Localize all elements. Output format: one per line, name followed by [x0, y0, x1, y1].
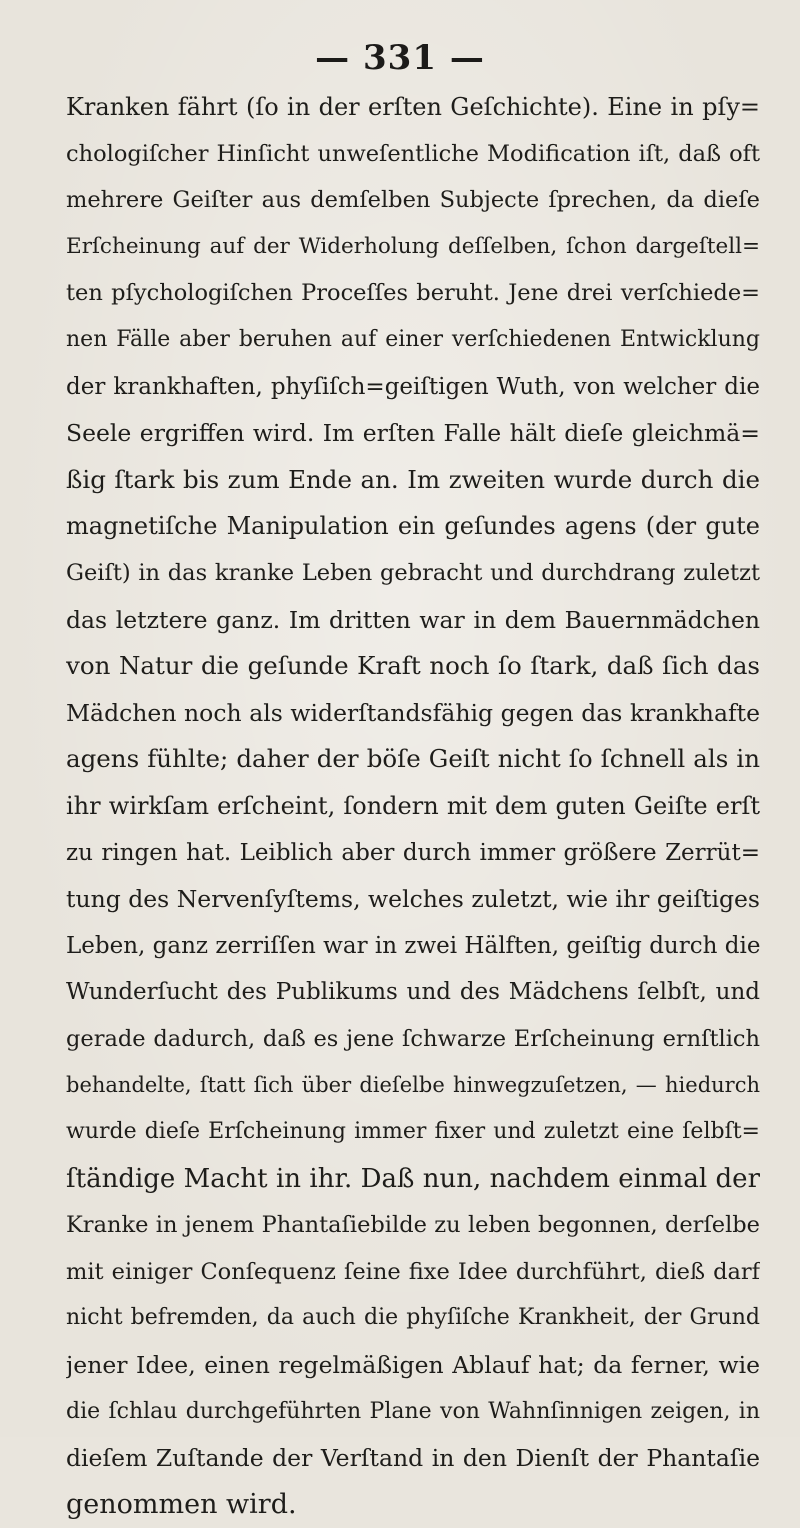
- text-line: Seele ergriffen wird. Im erſten Falle hält dieſe gleichmä=: [66, 419, 760, 448]
- text-line: Leben, ganz zerriſſen war in zwei Hälften, geiſtig durch die: [66, 932, 760, 959]
- text-line: ſtändige Macht in ihr. Daß nun, nachdem einmal der: [66, 1163, 760, 1194]
- text-line: agens fühlte; daher der böſe Geiſt nicht ſo ſchnell als in: [66, 744, 760, 774]
- text-line: mehrere Geiſter aus demſelben Subjecte ſprechen, da dieſe: [66, 187, 760, 214]
- text-line: nicht befremden, da auch die phyſiſche Krankheit, der Grund: [66, 1305, 760, 1331]
- text-line: der krankhaften, phyſiſch=geiſtigen Wuth, von welcher die: [66, 373, 760, 400]
- text-line: die ſchlau durchgeführten Plane von Wahnſinnigen zeigen, in: [66, 1398, 760, 1424]
- text-line: gerade dadurch, daß es jene ſchwarze Erſcheinung ernſtlich: [66, 1025, 760, 1052]
- text-line: ihr wirkſam erſcheint, ſondern mit dem guten Geiſte erſt: [66, 791, 760, 820]
- text-line: ßig ſtark bis zum Ende an. Im zweiten wurde durch die: [66, 464, 760, 494]
- text-line: behandelte, ſtatt ſich über dieſelbe hinwegzuſetzen, — hiedurch: [66, 1073, 760, 1098]
- text-line: genommen wird.: [66, 1488, 297, 1520]
- text-line: ten pſychologiſchen Proceſſes beruht. Jene drei verſchiede=: [66, 280, 760, 307]
- text-line: dieſem Zuſtande der Verſtand in den Dienſt der Phantaſie: [66, 1444, 760, 1473]
- text-line: Geiſt) in das kranke Leben gebracht und durchdrang zuletzt: [66, 559, 760, 586]
- page-number: — 331 —: [315, 38, 485, 78]
- text-line: zu ringen hat. Leiblich aber durch immer größere Zerrüt=: [66, 839, 760, 866]
- text-line: mit einiger Conſequenz ſeine fixe Idee durchführt, dieß darf: [66, 1258, 760, 1285]
- text-line: Erſcheinung auf der Widerholung deſſelben, ſchon dargeſtell=: [66, 233, 760, 259]
- text-line: jener Idee, einen regelmäßigen Ablauf hat; da ferner, wie: [66, 1351, 760, 1380]
- text-line: wurde dieſe Erſcheinung immer fixer und zuletzt eine ſelbſt=: [66, 1119, 760, 1145]
- text-line: Wunderſucht des Publikums und des Mädchens ſelbſt, und: [66, 979, 760, 1006]
- text-line: magnetiſche Manipulation ein geſundes agens (der gute: [66, 512, 760, 541]
- text-line: Kranke in jenem Phantaſiebilde zu leben begonnen, derſelbe: [66, 1212, 760, 1239]
- text-line: von Natur die geſunde Kraft noch ſo ſtark, daß ſich das: [66, 651, 760, 681]
- text-line: Mädchen noch als widerſtandsfähig gegen das krankhafte: [66, 698, 760, 727]
- text-line: tung des Nervenſyſtems, welches zuletzt, wie ihr geiſtiges: [66, 885, 760, 914]
- text-line: das letztere ganz. Im dritten war in dem Bauernmädchen: [66, 605, 760, 634]
- text-line: chologiſcher Hinſicht unweſentliche Modification iſt, daß oft: [66, 140, 760, 167]
- text-line: nen Fälle aber beruhen auf einer verſchiedenen Entwicklung: [66, 326, 760, 352]
- text-line: Kranken fährt (ſo in der erſten Geſchichte). Eine in pſy=: [66, 93, 760, 121]
- body-text: [66, 84, 760, 1528]
